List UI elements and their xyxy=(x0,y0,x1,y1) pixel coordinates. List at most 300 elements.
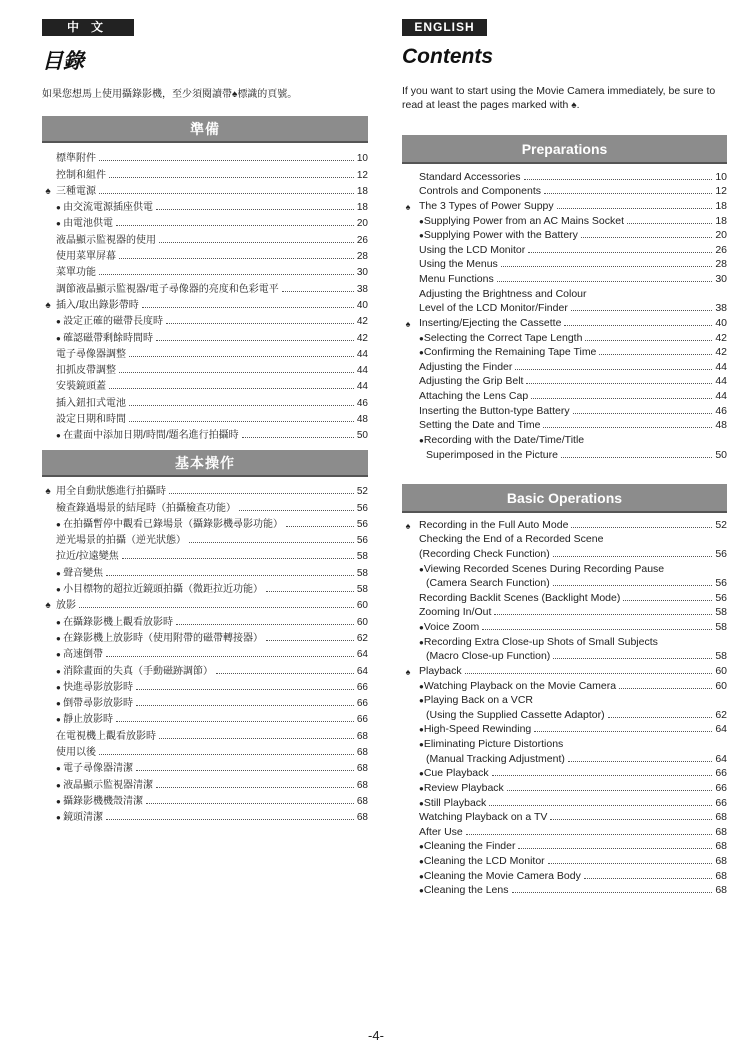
toc-entry-label: ● Cleaning the Lens xyxy=(419,884,509,896)
toc-row xyxy=(402,241,727,256)
dot-leader xyxy=(466,834,713,835)
toc-entry-label: ● Still Playback xyxy=(419,797,486,809)
toc-row xyxy=(42,425,368,441)
toc-entry-page: 68 xyxy=(715,855,727,867)
toc-list-basic-en xyxy=(402,516,727,896)
toc-entry-label: ● Viewing Recorded Scenes During Recording Pause xyxy=(419,563,664,575)
toc-entry-page: 44 xyxy=(715,360,727,373)
toc-row xyxy=(402,867,727,882)
toc-entry-label: ● High-Speed Rewinding xyxy=(419,723,531,735)
language-tab-chinese: 中文 xyxy=(42,19,134,36)
toc-entry-label: Controls and Components xyxy=(419,185,541,198)
toc-row xyxy=(402,168,727,183)
dot-leader xyxy=(548,863,713,864)
toc-entry-page: 62 xyxy=(715,708,727,721)
toc-entry-label: ● 攝錄影機機殼清潔 xyxy=(56,792,143,807)
toc-entry-page: 26 xyxy=(356,234,368,246)
dot-leader xyxy=(282,291,354,292)
dot-leader xyxy=(465,673,713,674)
toc-row xyxy=(402,431,727,446)
dot-leader xyxy=(608,717,713,718)
toc-row xyxy=(42,295,368,311)
toc-row xyxy=(402,227,727,242)
toc-entry-page: 18 xyxy=(356,202,368,214)
toc-entry-page: 64 xyxy=(356,665,368,677)
toc-entry-label: ● Recording Extra Close-up Shots of Small Subjects xyxy=(419,636,658,648)
toc-entry-page: 42 xyxy=(715,331,727,344)
dot-leader xyxy=(568,761,712,762)
toc-entry-page: 60 xyxy=(715,664,727,677)
toc-entry-page: 46 xyxy=(356,397,368,409)
toc-entry-page: 60 xyxy=(356,600,368,612)
dot-leader xyxy=(571,527,712,528)
toc-entry-page: 66 xyxy=(356,681,368,693)
intro-text-chinese xyxy=(42,88,368,102)
toc-row xyxy=(402,750,727,765)
toc-row xyxy=(42,197,368,213)
toc-entry-page: 18 xyxy=(715,214,727,227)
toc-entry-page: 28 xyxy=(715,258,727,271)
toc-row xyxy=(42,758,368,774)
toc-entry-label: Checking the End of a Recorded Scene xyxy=(419,533,604,546)
dot-leader xyxy=(156,787,354,788)
dot-leader xyxy=(573,413,713,414)
toc-entry-page: 42 xyxy=(715,346,727,359)
dot-leader xyxy=(129,405,354,406)
dot-leader xyxy=(561,457,712,458)
toc-entry-label: (Using the Supplied Cassette Adaptor) xyxy=(426,708,605,721)
toc-entry-page: 48 xyxy=(715,419,727,432)
toc-entry-label: ● 快進尋影放影時 xyxy=(56,678,133,693)
toc-entry-page: 58 xyxy=(356,567,368,579)
toc-entry-page: 68 xyxy=(715,840,727,853)
dot-leader xyxy=(507,790,713,791)
section-heading-basic-zh: 基本操作 xyxy=(42,450,368,477)
dot-leader xyxy=(534,731,712,732)
toc-entry-page: 66 xyxy=(715,781,727,794)
dot-leader xyxy=(99,274,354,275)
toc-entry-label: 液晶顯示監視器的使用 xyxy=(56,234,156,246)
toc-entry-label: Using the Menus xyxy=(419,258,498,271)
toc-entry-page: 60 xyxy=(715,679,727,692)
toc-row xyxy=(42,725,368,741)
dot-leader xyxy=(99,193,354,194)
dot-leader xyxy=(482,629,712,630)
toc-entry-label: (Macro Close-up Function) xyxy=(426,650,551,663)
toc-entry-label: 用全自動狀態進行拍攝時 xyxy=(56,486,166,498)
toc-entry-label: Superimposed in the Picture xyxy=(426,448,558,461)
toc-entry-page: 20 xyxy=(356,218,368,230)
toc-row xyxy=(402,765,727,780)
toc-entry-label: 使用以後 xyxy=(56,747,96,759)
toc-row xyxy=(42,148,368,164)
dot-leader xyxy=(584,878,712,879)
toc-entry-page: 42 xyxy=(356,332,368,344)
toc-row xyxy=(42,611,368,627)
dot-leader xyxy=(501,266,713,267)
toc-row xyxy=(42,497,368,513)
toc-entry-label: ● Watching Playback on the Movie Camera xyxy=(419,680,616,692)
toc-entry-page: 56 xyxy=(356,535,368,547)
dot-leader xyxy=(119,258,354,259)
toc-row xyxy=(42,360,368,376)
page-number: -4- xyxy=(368,1028,384,1043)
toc-row xyxy=(402,823,727,838)
toc-entry-label: ● Cue Playback xyxy=(419,767,489,779)
page-title-english: Contents xyxy=(402,45,493,68)
dot-leader xyxy=(166,323,354,324)
toc-row xyxy=(42,644,368,660)
intro-after: . xyxy=(576,99,580,111)
toc-row xyxy=(42,376,368,392)
toc-entry-label: 插入/取出錄影帶時 xyxy=(56,299,139,311)
toc-row xyxy=(42,546,368,562)
toc-entry-label: ● Confirming the Remaining Tape Time xyxy=(419,346,596,358)
dot-leader xyxy=(109,388,354,389)
dot-leader xyxy=(169,493,354,494)
toc-entry-page: 44 xyxy=(715,390,727,402)
toc-entry-page: 58 xyxy=(715,621,727,633)
section-heading-basic-en: Basic Operations xyxy=(402,484,727,513)
toc-entry-label: (Manual Tracking Adjustment) xyxy=(426,752,565,765)
dot-leader xyxy=(494,614,712,615)
dot-leader xyxy=(627,223,712,224)
dot-leader xyxy=(159,738,354,739)
toc-entry-page: 40 xyxy=(715,316,727,329)
spade-icon: ♠ xyxy=(405,520,411,531)
toc-row xyxy=(42,514,368,530)
toc-entry-page: 68 xyxy=(356,812,368,824)
toc-row xyxy=(402,779,727,794)
toc-entry-label: ● Eliminating Picture Distortions xyxy=(419,738,563,750)
toc-entry-page: 26 xyxy=(715,243,727,256)
toc-entry-label: Recording Backlit Scenes (Backlight Mode) xyxy=(419,591,621,604)
dot-leader xyxy=(619,688,712,689)
toc-row xyxy=(402,604,727,619)
toc-row xyxy=(402,285,727,300)
toc-row xyxy=(402,560,727,575)
toc-row xyxy=(402,809,727,824)
toc-entry-label: 扣抓皮帶調整 xyxy=(56,365,116,377)
dot-leader xyxy=(136,770,354,771)
spade-icon: ♠ xyxy=(405,318,411,329)
spade-icon: ♠ xyxy=(232,89,238,100)
toc-entry-label: ● 電子尋像器清潔 xyxy=(56,759,133,774)
toc-entry-page: 56 xyxy=(715,547,727,560)
toc-row xyxy=(402,735,727,750)
toc-entry-label: ● 高速倒帶 xyxy=(56,645,103,660)
dot-leader xyxy=(242,437,354,438)
toc-entry-label: ● 在攝錄影機上觀看放影時 xyxy=(56,613,173,628)
toc-entry-label: ● Recording with the Date/Time/Title xyxy=(419,434,584,446)
toc-row xyxy=(42,164,368,180)
toc-entry-label: 插入鈕扣式電池 xyxy=(56,397,126,409)
toc-entry-label: 電子尋像器調整 xyxy=(56,348,126,360)
toc-entry-label: Adjusting the Brightness and Colour xyxy=(419,287,587,300)
toc-row xyxy=(402,618,727,633)
toc-row xyxy=(402,373,727,388)
toc-entry-page: 50 xyxy=(356,430,368,442)
toc-entry-page: 58 xyxy=(715,606,727,619)
toc-entry-label: 放影 xyxy=(56,600,76,612)
toc-entry-page: 58 xyxy=(356,584,368,596)
toc-entry-label: Playback xyxy=(419,664,462,677)
toc-row xyxy=(42,311,368,327)
toc-row xyxy=(42,262,368,278)
intro-after: 標識的頁號。 xyxy=(237,89,298,100)
dot-leader xyxy=(142,307,354,308)
toc-row xyxy=(402,300,727,315)
toc-entry-label: Level of the LCD Monitor/Finder xyxy=(419,302,568,315)
toc-entry-label: ● Playing Back on a VCR xyxy=(419,694,533,706)
spade-icon: ♠ xyxy=(405,201,411,212)
toc-entry-label: 控制和組件 xyxy=(56,169,106,181)
toc-entry-page: 44 xyxy=(356,381,368,393)
toc-row xyxy=(42,677,368,693)
dot-leader xyxy=(557,208,713,209)
dot-leader xyxy=(106,575,354,576)
toc-entry-page: 66 xyxy=(356,714,368,726)
dot-leader xyxy=(106,656,354,657)
toc-entry-page: 46 xyxy=(715,404,727,417)
toc-entry-page: 56 xyxy=(356,502,368,514)
language-tab-english: ENGLISH xyxy=(402,19,487,36)
toc-entry-page: 38 xyxy=(715,302,727,315)
toc-row xyxy=(402,446,727,461)
toc-entry-page: 30 xyxy=(715,273,727,285)
toc-entry-page: 44 xyxy=(356,348,368,360)
toc-row xyxy=(402,545,727,560)
dot-leader xyxy=(239,510,354,511)
dot-leader xyxy=(286,526,354,527)
toc-row xyxy=(402,387,727,402)
spade-icon: ♠ xyxy=(571,100,577,111)
dot-leader xyxy=(119,372,354,373)
dot-leader xyxy=(585,340,712,341)
toc-entry-page: 66 xyxy=(715,767,727,780)
toc-row xyxy=(42,709,368,725)
dot-leader xyxy=(553,585,713,586)
toc-entry-label: Adjusting the Finder xyxy=(419,360,513,373)
spade-icon: ♠ xyxy=(45,600,51,612)
toc-entry-label: ● 由交流電源插座供電 xyxy=(56,198,153,213)
toc-entry-label: ● Selecting the Correct Tape Length xyxy=(419,332,582,344)
toc-entry-label: 逆光場景的拍攝（逆光狀態） xyxy=(56,535,186,547)
toc-entry-label: Watching Playback on a TV xyxy=(419,811,548,824)
toc-row xyxy=(402,212,727,227)
toc-row xyxy=(402,358,727,373)
toc-row xyxy=(42,246,368,262)
dot-leader xyxy=(116,225,354,226)
toc-row xyxy=(42,327,368,343)
toc-entry-label: 調節液晶顯示監視器/電子尋像器的亮度和色彩電平 xyxy=(56,283,279,295)
toc-entry-page: 18 xyxy=(356,185,368,197)
toc-entry-page: 66 xyxy=(356,698,368,710)
toc-entry-page: 44 xyxy=(715,375,727,388)
spade-icon: ♠ xyxy=(45,299,51,311)
toc-row xyxy=(402,516,727,531)
toc-entry-label: Zooming In/Out xyxy=(419,606,492,619)
toc-row xyxy=(42,181,368,197)
dot-leader xyxy=(266,640,354,641)
toc-entry-label: ● 在錄影機上放影時（使用附帶的磁帶轉接器） xyxy=(56,629,263,644)
toc-entry-label: ● Voice Zoom xyxy=(419,621,479,633)
dot-leader xyxy=(99,160,354,161)
toc-entry-page: 20 xyxy=(715,229,727,242)
dot-leader xyxy=(146,803,354,804)
toc-entry-label: ● 確認磁帶剩餘時間時 xyxy=(56,329,153,344)
toc-entry-label: Using the LCD Monitor xyxy=(419,243,526,256)
toc-row xyxy=(402,329,727,344)
toc-entry-page: 56 xyxy=(715,591,727,604)
toc-row xyxy=(402,648,727,663)
toc-row xyxy=(42,660,368,676)
toc-row xyxy=(42,344,368,360)
toc-entry-label: (Recording Check Function) xyxy=(419,547,550,560)
dot-leader xyxy=(543,427,712,428)
toc-entry-page: 68 xyxy=(715,811,727,824)
toc-entry-page: 28 xyxy=(356,251,368,263)
toc-row xyxy=(402,852,727,867)
toc-entry-page: 56 xyxy=(715,577,727,590)
dot-leader xyxy=(129,356,354,357)
toc-row xyxy=(402,314,727,329)
dot-leader xyxy=(189,542,354,543)
dot-leader xyxy=(266,591,354,592)
toc-row xyxy=(42,742,368,758)
toc-entry-label: Adjusting the Grip Belt xyxy=(419,375,524,388)
toc-entry-label: (Camera Search Function) xyxy=(426,577,550,590)
toc-entry-label: 使用菜單屏幕 xyxy=(56,251,116,263)
toc-entry-label: ● Cleaning the Finder xyxy=(419,840,515,852)
toc-entry-page: 66 xyxy=(715,796,727,809)
toc-entry-label: ● 在拍攝暫停中觀看已錄場景（攝錄影機尋影功能） xyxy=(56,515,283,530)
dot-leader xyxy=(623,600,712,601)
toc-row xyxy=(402,183,727,198)
toc-entry-page: 60 xyxy=(356,616,368,628)
toc-entry-label: ● 消除畫面的失真（手動磁跡調節） xyxy=(56,662,213,677)
toc-entry-label: ● 在畫面中添加日期/時間/題名進行拍攝時 xyxy=(56,426,239,441)
toc-entry-page: 40 xyxy=(356,299,368,311)
toc-list-preparations-zh xyxy=(42,148,368,441)
toc-entry-label: 檢查錄過場景的結尾時（拍攝檢查功能） xyxy=(56,502,236,514)
toc-row xyxy=(42,213,368,229)
toc-entry-label: ● Supplying Power with the Battery xyxy=(419,229,578,241)
dot-leader xyxy=(531,398,712,399)
toc-row xyxy=(402,677,727,692)
toc-entry-label: Menu Functions xyxy=(419,273,494,285)
toc-row xyxy=(402,402,727,417)
toc-entry-label: ● 靜止放影時 xyxy=(56,710,113,725)
toc-entry-page: 58 xyxy=(356,551,368,563)
toc-entry-label: Standard Accessories xyxy=(419,170,521,183)
toc-entry-page: 12 xyxy=(715,185,727,198)
dot-leader xyxy=(550,819,712,820)
toc-entry-page: 12 xyxy=(356,169,368,181)
toc-entry-label: Inserting/Ejecting the Cassette xyxy=(419,316,562,329)
toc-entry-label: The 3 Types of Power Suppy xyxy=(419,199,554,212)
dot-leader xyxy=(106,819,354,820)
toc-row xyxy=(42,807,368,823)
toc-entry-label: 三種電源 xyxy=(56,185,96,197)
dot-leader xyxy=(216,673,354,674)
toc-entry-label: ● 小目標物的超拉近鏡頭拍攝（微距拉近功能） xyxy=(56,580,263,595)
toc-entry-page: 64 xyxy=(356,649,368,661)
toc-entry-page: 48 xyxy=(356,414,368,426)
toc-entry-label: 在電視機上觀看放影時 xyxy=(56,730,156,742)
toc-row xyxy=(42,409,368,425)
toc-entry-label: Setting the Date and Time xyxy=(419,419,541,432)
toc-row xyxy=(42,579,368,595)
toc-entry-page: 68 xyxy=(356,747,368,759)
dot-leader xyxy=(492,775,713,776)
toc-row xyxy=(42,530,368,546)
toc-entry-page: 18 xyxy=(715,199,727,212)
section-heading-preparations-en: Preparations xyxy=(402,135,727,164)
toc-entry-page: 64 xyxy=(715,752,727,765)
toc-entry-label: 標準附件 xyxy=(56,153,96,165)
toc-entry-page: 30 xyxy=(356,267,368,279)
dot-leader xyxy=(129,421,354,422)
toc-entry-page: 52 xyxy=(356,486,368,498)
toc-row xyxy=(42,481,368,497)
toc-entry-page: 68 xyxy=(356,795,368,807)
toc-row xyxy=(402,794,727,809)
toc-entry-label: 安裝鏡頭蓋 xyxy=(56,381,106,393)
toc-entry-page: 68 xyxy=(715,884,727,897)
spade-icon: ♠ xyxy=(45,185,51,197)
toc-entry-page: 50 xyxy=(715,448,727,461)
dot-leader xyxy=(116,721,354,722)
toc-entry-page: 38 xyxy=(356,283,368,295)
toc-entry-label: ● 設定正確的磁帶長度時 xyxy=(56,312,163,327)
dot-leader xyxy=(99,754,354,755)
toc-row xyxy=(42,791,368,807)
dot-leader xyxy=(489,805,712,806)
toc-entry-page: 68 xyxy=(356,779,368,791)
toc-entry-label: ● Review Playback xyxy=(419,782,504,794)
toc-entry-label: ● 液晶顯示監視器清潔 xyxy=(56,776,153,791)
toc-entry-label: Inserting the Button-type Battery xyxy=(419,404,570,417)
toc-entry-page: 42 xyxy=(356,316,368,328)
toc-row xyxy=(402,417,727,432)
dot-leader xyxy=(497,281,713,282)
toc-row xyxy=(402,197,727,212)
toc-entry-label: 拉近/拉遠變焦 xyxy=(56,551,119,563)
toc-entry-page: 68 xyxy=(356,763,368,775)
page-title-chinese: 目錄 xyxy=(42,50,84,73)
toc-entry-label: After Use xyxy=(419,825,463,838)
dot-leader xyxy=(176,624,354,625)
toc-row xyxy=(42,562,368,578)
spade-icon: ♠ xyxy=(45,486,51,498)
toc-entry-page: 68 xyxy=(715,825,727,838)
toc-row xyxy=(402,662,727,677)
toc-entry-label: 菜單功能 xyxy=(56,267,96,279)
dot-leader xyxy=(553,556,713,557)
toc-row xyxy=(402,531,727,546)
toc-row xyxy=(42,628,368,644)
toc-entry-label: ● 聲音變焦 xyxy=(56,564,103,579)
dot-leader xyxy=(553,658,712,659)
toc-entry-page: 68 xyxy=(356,730,368,742)
toc-entry-label: 設定日期和時間 xyxy=(56,414,126,426)
dot-leader xyxy=(159,242,354,243)
toc-entry-page: 58 xyxy=(715,650,727,663)
toc-row xyxy=(42,693,368,709)
dot-leader xyxy=(512,892,713,893)
dot-leader xyxy=(581,237,712,238)
